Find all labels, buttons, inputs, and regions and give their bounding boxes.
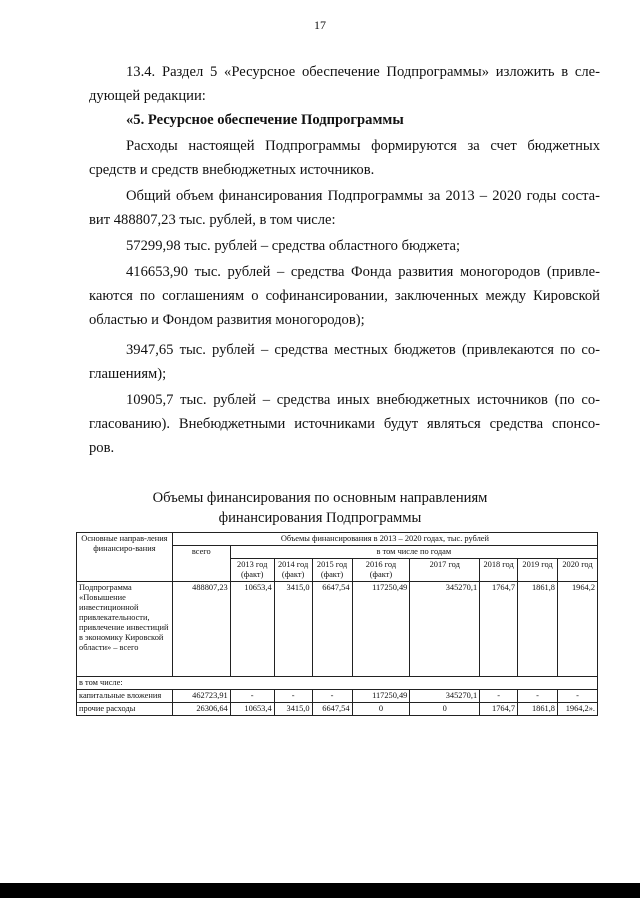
- table-cell: 1764,7: [480, 582, 518, 677]
- paragraph-line: гласованию). Внебюджетными источниками будут являться средства спонсо-: [89, 416, 600, 432]
- paragraph-line: 416653,90 тыс. рублей – средства Фонда развития моногородов (привле-: [126, 264, 600, 280]
- table-cell: 26306,64: [172, 703, 230, 716]
- table-cell: -: [518, 690, 558, 703]
- table-title: [0, 488, 640, 528]
- table-cell: 117250,49: [352, 690, 410, 703]
- table-cell: 6647,54: [312, 703, 352, 716]
- header-year: 2017 год: [410, 559, 480, 582]
- header-total: всего: [172, 546, 230, 582]
- paragraph-expenses: [89, 134, 600, 182]
- table-cell: 3415,0: [274, 703, 312, 716]
- header-year: 2013 год (факт): [230, 559, 274, 582]
- header-year: 2016 год (факт): [352, 559, 410, 582]
- table-cell: 1861,8: [518, 703, 558, 716]
- table-cell: 1764,7: [480, 703, 518, 716]
- row-label: в том числе:: [77, 677, 598, 690]
- header-volume: Объемы финансирования в 2013 – 2020 годах, тыс. рублей: [172, 533, 597, 546]
- paragraph-line: ров.: [89, 440, 115, 456]
- table-cell: 1964,2».: [557, 703, 597, 716]
- paragraph-local-budgets: [89, 338, 600, 386]
- table-cell: 488807,23: [172, 582, 230, 677]
- table-cell: 10653,4: [230, 582, 274, 677]
- header-year: 2015 год (факт): [312, 559, 352, 582]
- financing-table: [76, 532, 598, 716]
- paragraph-extrabudgetary: [89, 388, 600, 460]
- table-row: [77, 690, 598, 703]
- page-number: 17: [314, 18, 326, 32]
- table-row: [77, 703, 598, 716]
- paragraph-line: 3947,65 тыс. рублей – средства местных бюджетов (привлекаются по со-: [126, 342, 600, 358]
- paragraph-line: вит 488807,23 тыс. рублей, в том числе:: [89, 212, 336, 228]
- header-year: 2014 год (факт): [274, 559, 312, 582]
- table-cell: 462723,91: [172, 690, 230, 703]
- table-cell: -: [480, 690, 518, 703]
- table-cell: 1964,2: [557, 582, 597, 677]
- table-title-line: финансирования Подпрограммы: [218, 510, 422, 526]
- paragraph-line: глашениям);: [89, 366, 167, 382]
- paragraph-monotown-fund: [89, 260, 600, 332]
- header-by-years: в том числе по годам: [230, 546, 597, 559]
- table-cell: 0: [352, 703, 410, 716]
- table-cell: -: [274, 690, 312, 703]
- header-year: 2020 год: [557, 559, 597, 582]
- paragraph-line: каются по соглашениям о софинансировании, заключенных между Кировской: [89, 288, 600, 304]
- row-label: Подпрограмма «Повышение инвестиционной привлекательности, привлечение инвестиций в экономику Кировской области» – всего: [77, 582, 173, 677]
- table-row: [77, 677, 598, 690]
- row-label: капитальные вложения: [77, 690, 173, 703]
- table-cell: 1861,8: [518, 582, 558, 677]
- header-direction: Основные направ-ления финансиро-вания: [77, 533, 173, 582]
- paragraph-regional-budget: [126, 234, 600, 258]
- table-cell: 117250,49: [352, 582, 410, 677]
- table-cell: 345270,1: [410, 582, 480, 677]
- table-cell: -: [312, 690, 352, 703]
- table-cell: 345270,1: [410, 690, 480, 703]
- table-cell: -: [557, 690, 597, 703]
- table-header-row: [77, 533, 598, 546]
- paragraph-line: 10905,7 тыс. рублей – средства иных внебюджетных источников (по со-: [126, 392, 600, 408]
- header-year: 2019 год: [518, 559, 558, 582]
- table-cell: 3415,0: [274, 582, 312, 677]
- paragraph-line: средств и средств внебюджетных источников.: [89, 162, 375, 178]
- paragraph-total-financing: [89, 184, 600, 232]
- table-cell: 10653,4: [230, 703, 274, 716]
- table-title-line: Объемы финансирования по основным направлениям: [152, 490, 488, 506]
- paragraph-line: 13.4. Раздел 5 «Ресурсное обеспечение Подпрограммы» изложить в сле-: [126, 64, 600, 80]
- paragraph-line: 57299,98 тыс. рублей – средства областного бюджета;: [126, 238, 461, 254]
- paragraph-line: дующей редакции:: [89, 88, 206, 104]
- header-year: 2018 год: [480, 559, 518, 582]
- scan-edge-bar: [0, 883, 640, 898]
- paragraph-line: областью и Фондом развития моногородов);: [89, 312, 365, 328]
- row-label: прочие расходы: [77, 703, 173, 716]
- table-row: [77, 582, 598, 677]
- table-cell: -: [230, 690, 274, 703]
- section-heading: «5. Ресурсное обеспечение Подпрограммы: [126, 112, 404, 128]
- table-cell: 0: [410, 703, 480, 716]
- paragraph-line: Расходы настоящей Подпрограммы формируются за счет бюджетных: [126, 138, 600, 154]
- paragraph-line: Общий объем финансирования Подпрограммы за 2013 – 2020 годы соста-: [126, 188, 600, 204]
- paragraph-section-amendment: [89, 60, 600, 108]
- table-cell: 6647,54: [312, 582, 352, 677]
